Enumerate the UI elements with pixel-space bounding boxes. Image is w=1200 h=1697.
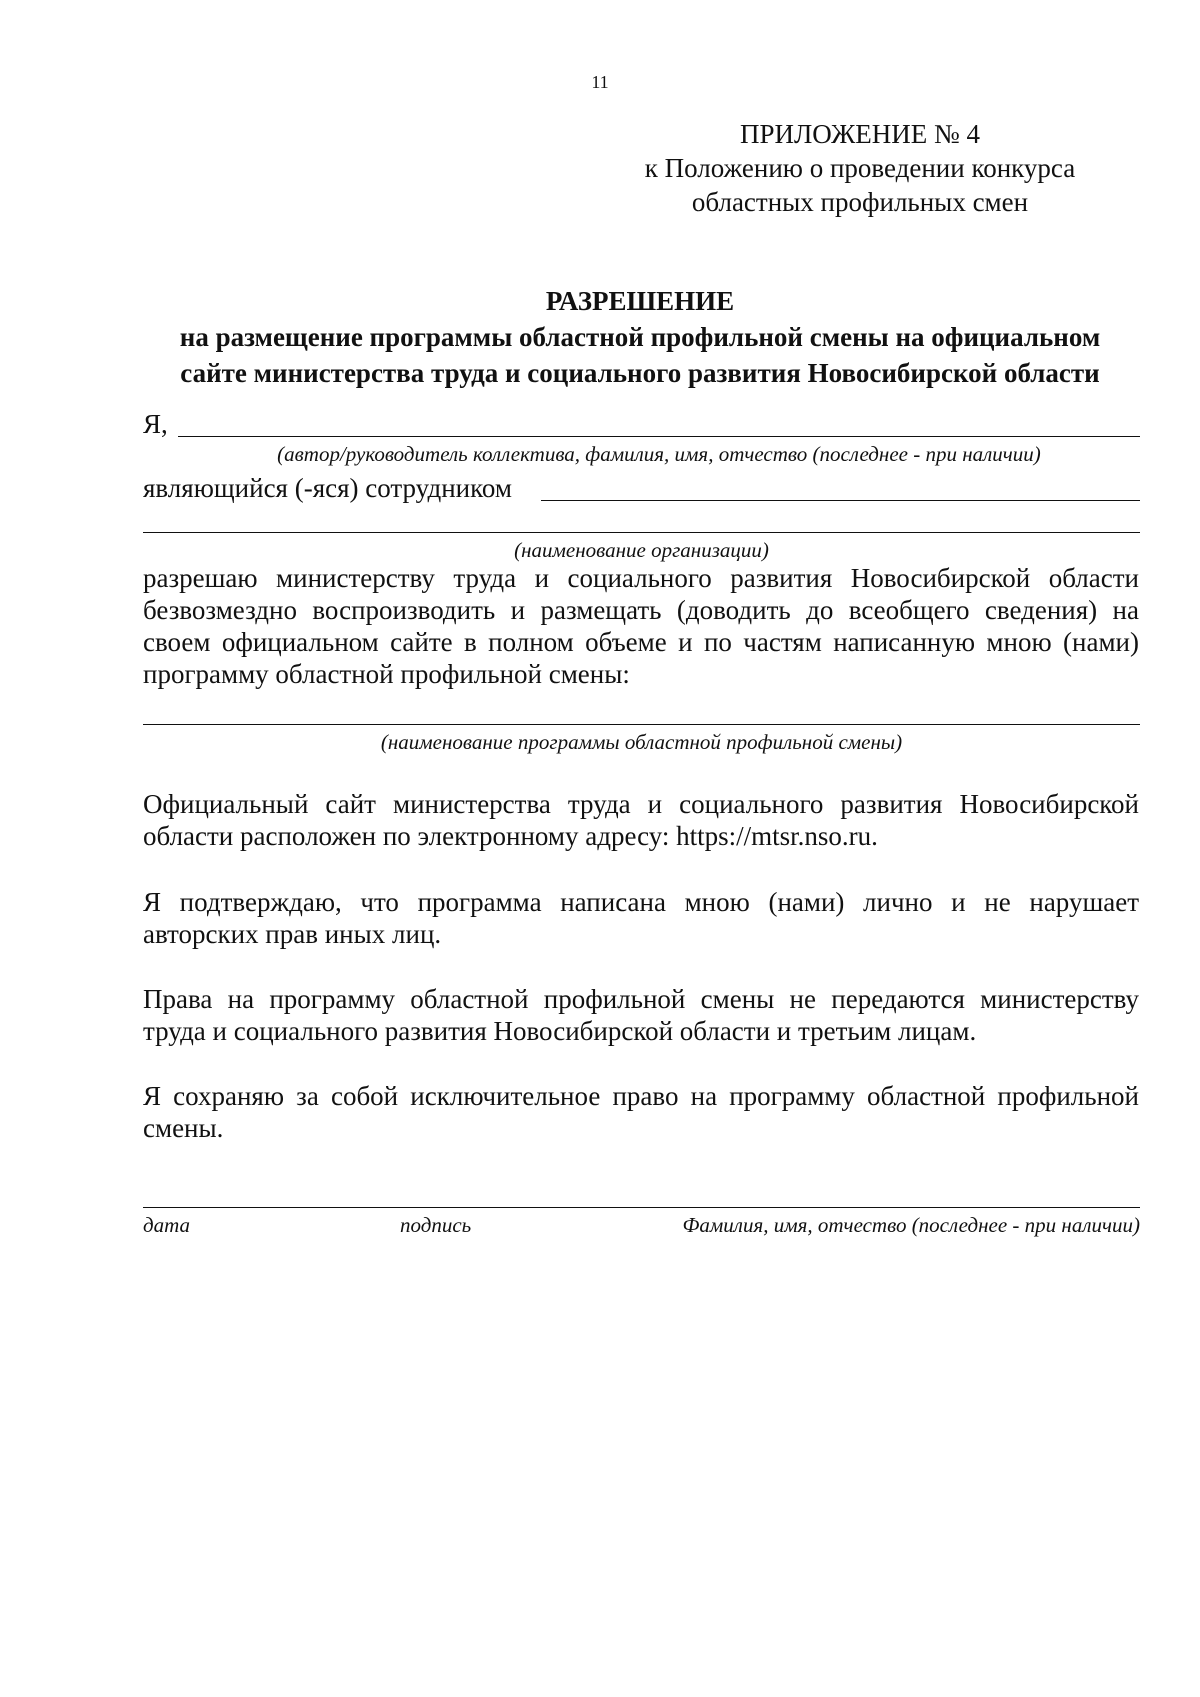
- paragraph-confirmation: Я подтверждаю, что программа написана мною (нами) лично и не нарушает авторских прав иных лиц.: [143, 887, 1139, 949]
- organization-field-cont[interactable]: [143, 532, 1140, 533]
- appendix-reference: к Положению о проведении конкурса: [644, 153, 1076, 183]
- organization-caption: (наименование организации): [514, 538, 769, 562]
- permission-text: разрешаю министерству труда и социального развития Новосибирской области безвозмездно воспроизводить и размещать (доводить до всеобщего сведения) на своем официальном сайте в полном объеме и по частям написанную мною (нами) программу областной профильной смены:: [143, 563, 1139, 689]
- signature-line[interactable]: [143, 1207, 1140, 1208]
- document-subtitle-line1: на размещение программы областной профильной смены на официальном: [179, 322, 1101, 352]
- organization-field[interactable]: [541, 500, 1140, 501]
- full-name-caption: Фамилия, имя, отчество (последнее - при наличии): [682, 1213, 1140, 1237]
- appendix-reference-cont: областных профильных смен: [691, 187, 1029, 217]
- employee-label: являющийся (-яся) сотрудником: [143, 473, 512, 503]
- program-caption: (наименование программы областной профильной смены): [380, 730, 903, 754]
- author-caption: (автор/руководитель коллектива, фамилия, имя, отчество (последнее - при наличии): [277, 442, 1041, 466]
- page-number: 11: [591, 72, 609, 92]
- document-title: РАЗРЕШЕНИЕ: [545, 286, 735, 316]
- document-subtitle-line2: сайте министерства труда и социального развития Новосибирской области: [180, 358, 1100, 388]
- program-name-field[interactable]: [143, 724, 1140, 725]
- author-name-field[interactable]: [178, 436, 1140, 437]
- signature-caption: подпись: [400, 1213, 472, 1237]
- paragraph-website: Официальный сайт министерства труда и социального развития Новосибирской области расположен по электронному адресу: https://mtsr.nso.ru.: [143, 789, 1139, 851]
- date-caption: дата: [143, 1213, 191, 1237]
- paragraph-exclusive-right: Я сохраняю за собой исключительное право на программу областной профильной смены.: [143, 1081, 1139, 1143]
- paragraph-rights: Права на программу областной профильной смены не передаются министерству труда и социального развития Новосибирской области и третьим лицам.: [143, 984, 1139, 1046]
- i-label: Я,: [143, 409, 168, 439]
- appendix-number: ПРИЛОЖЕНИЕ № 4: [739, 119, 981, 149]
